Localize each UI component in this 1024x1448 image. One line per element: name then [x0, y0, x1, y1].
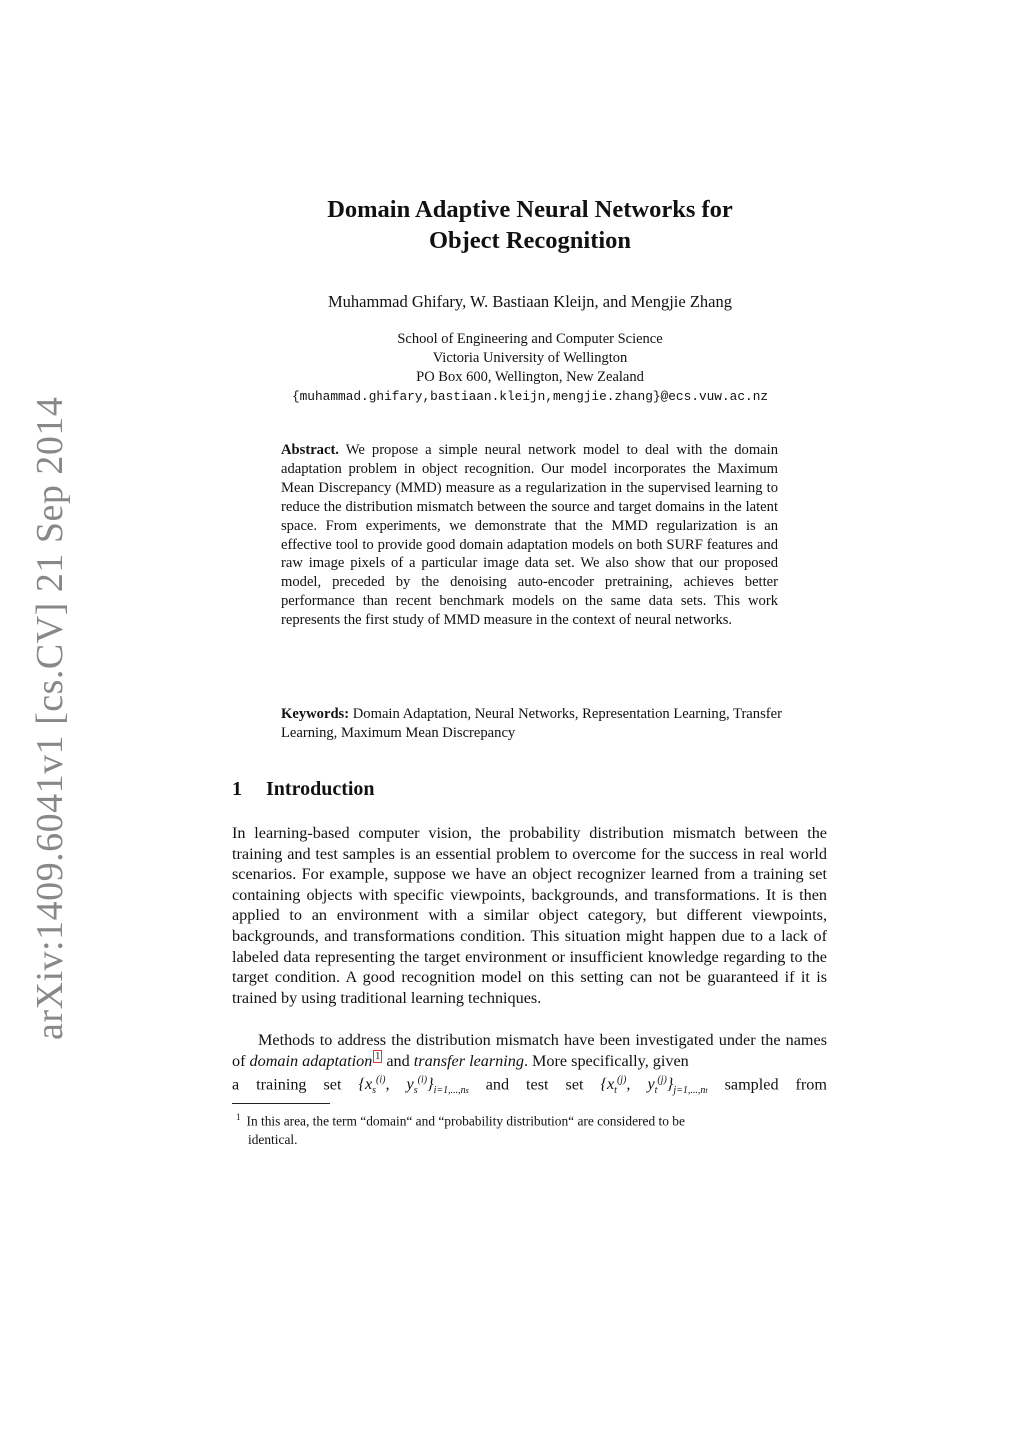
math-sub: s	[372, 1085, 377, 1097]
paragraph-text: a training set	[232, 1075, 342, 1094]
math-text: , y	[385, 1075, 414, 1094]
section-heading-introduction	[232, 778, 375, 801]
term-transfer-learning: transfer learning	[413, 1051, 524, 1070]
section-number: 1	[232, 778, 242, 800]
abstract	[281, 441, 778, 630]
paragraph-text: sampled from	[724, 1075, 827, 1094]
footnote-text: identical.	[248, 1132, 298, 1148]
author-emails: {muhammad.ghifary,bastiaan.kleijn,mengjie.zhang}@ecs.vuw.ac.nz	[291, 389, 769, 404]
math-sup: (j)	[657, 1075, 667, 1086]
footnote	[232, 1108, 827, 1149]
paragraph-math-line	[232, 1071, 827, 1102]
affiliation-line: School of Engineering and Computer Science	[397, 331, 663, 347]
paper-title	[220, 194, 840, 256]
arxiv-identifier-stamp: arXiv:1409.6041v1 [cs.CV] 21 Sep 2014	[29, 396, 71, 1040]
footnote-mark: 1	[236, 1112, 241, 1122]
footnote-rule	[232, 1103, 330, 1104]
math-text: }	[427, 1075, 434, 1094]
math-text: , y	[626, 1075, 655, 1094]
keywords	[281, 705, 791, 743]
math-sup: (i)	[417, 1075, 428, 1086]
math-text: {x	[600, 1075, 615, 1094]
math-sub: j=1,...,n	[673, 1085, 706, 1097]
math-text: {x	[358, 1075, 373, 1094]
paragraph-text: and	[386, 1051, 410, 1070]
paragraph: In learning-based computer vision, the probability distribution mismatch between the training and test samples is an essential problem to overcome for the success in real world scenarios. For example, suppose we have an object recognizer learned from a training set containing objects with specific viewpoints, backgrounds, and transformations. It is then applied to an environment with a similar object category, but different viewpoints, backgrounds, and transformations condition. This situation might happen due to a lack of labeled data representing the target environment or insufficient knowledge regarding to the target condition. A good recognition model on this setting can not be guaranteed if it is trained by using traditional learning techniques.	[232, 824, 827, 1007]
keywords-label: Keywords:	[281, 706, 350, 722]
paragraph	[232, 1030, 827, 1071]
affiliation	[220, 330, 840, 406]
math-text: }	[666, 1075, 674, 1094]
math-sub: t	[705, 1086, 708, 1096]
authors: Muhammad Ghifary, W. Bastiaan Kleijn, and Mengjie Zhang	[327, 292, 732, 311]
math-sup: (i)	[376, 1075, 386, 1086]
math-sub: i=1,...,n	[433, 1085, 466, 1097]
math-sub: s	[413, 1085, 418, 1097]
affiliation-line: Victoria University of Wellington	[432, 350, 628, 366]
paragraph-text: Methods to address the distribution mismatch have been investigated under the names of	[232, 1031, 827, 1070]
math-sup: (j)	[616, 1075, 627, 1086]
affiliation-line: PO Box 600, Wellington, New Zealand	[416, 369, 644, 385]
test-set-formula	[600, 1075, 708, 1097]
paragraph-text: . More specifically, given	[523, 1051, 689, 1070]
footnote-text: In this area, the term “domain“ and “probability distribution“ are considered to be	[246, 1113, 685, 1129]
title-line-2: Object Recognition	[428, 227, 632, 254]
keywords-text: Domain Adaptation, Neural Networks, Representation Learning, Transfer Learning, Maximum Mean Discrepancy	[281, 706, 782, 741]
math-sub: t	[654, 1085, 658, 1097]
footnote-link[interactable]: 1	[375, 1051, 381, 1063]
training-set-formula	[358, 1075, 469, 1097]
section-title: Introduction	[266, 778, 375, 800]
abstract-text: We propose a simple neural network model to deal with the domain adaptation problem in object recognition. Our model incorporates the Maximum Mean Discrepancy (MMD) measure as a regularization in the supervised learning to reduce the distribution mismatch between the source and target domains in the latent space. From experiments, we demonstrate that the MMD regularization is an effective tool to provide good domain adaptation models on both SURF features and raw image pixels of a particular image data set. We also show that our proposed model, preceded by the denoising auto-encoder pretraining, achieves better performance than recent benchmark models on the same data sets. This work represents the first study of MMD measure in the context of neural networks.	[281, 442, 778, 629]
title-line-1: Domain Adaptive Neural Networks for	[327, 196, 733, 223]
math-sub: t	[614, 1085, 617, 1097]
abstract-label: Abstract.	[281, 442, 339, 458]
math-sub: s	[465, 1086, 469, 1096]
paragraph-text: and test set	[485, 1075, 584, 1094]
term-domain-adaptation: domain adaptation	[249, 1051, 373, 1070]
